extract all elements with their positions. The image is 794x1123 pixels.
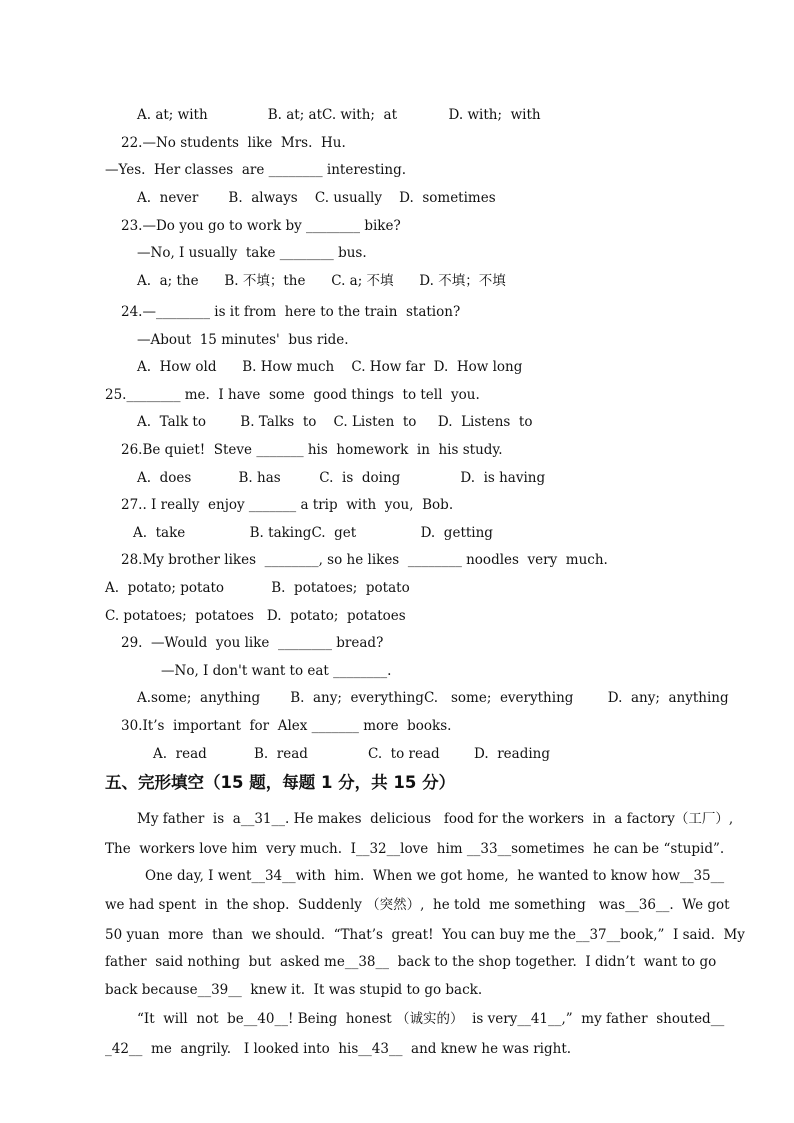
blank-32: __32__ <box>355 841 401 857</box>
blank-34: __34__ <box>251 868 296 884</box>
q22-options: A. never B. always C. usually D. sometimes <box>137 190 496 206</box>
q23-reply: —No, I usually take ________ bus. <box>137 245 367 261</box>
q27-stem: 27.. I really enjoy _______ a trip with you, Bob. <box>121 497 454 513</box>
q26-options: A. does B. has C. is doing D. is having <box>137 470 546 486</box>
q25-options: A. Talk to B. Talks to C. Listen to D. Listens to <box>137 414 533 430</box>
q28-options-cd: C. potatoes; potatoes D. potato; potatoes <box>105 608 406 624</box>
q21-options: A. at; with B. at; atC. with; at D. with; with <box>137 107 541 123</box>
q26-stem: 26.Be quiet! Steve _______ his homework in his study. <box>121 442 503 458</box>
q22-stem: 22.—No students like Mrs. Hu. <box>121 135 346 151</box>
q30-options: A. read B. read C. to read D. reading <box>153 746 550 762</box>
blank-33: __33__ <box>466 841 512 857</box>
q25-stem: 25.________ me. I have some good things to tell you. <box>105 387 480 403</box>
passage-line: 50 yuan more than we should. “That’s great! You can buy me the__37__book,” I said. My <box>105 927 745 943</box>
passage-line: we had spent in the shop. Suddenly （突然）, he told me something was__36__. We got <box>105 897 730 913</box>
q29-reply: —No, I don't want to eat ________. <box>161 663 392 679</box>
blank-38: __38__ <box>344 954 389 970</box>
blank-43: __43__ <box>358 1041 403 1057</box>
q24-options: A. How old B. How much C. How far D. How long <box>137 359 523 375</box>
q30-stem: 30.It’s important for Alex _______ more books. <box>121 718 452 734</box>
passage-line: back because__39__ knew it. It was stupid to go back. <box>105 982 483 998</box>
blank-40: __40__ <box>243 1011 288 1027</box>
passage-line: _42__ me angrily. I looked into his__43__ and knew he was right. <box>105 1041 572 1057</box>
q24-reply: —About 15 minutes' bus ride. <box>137 332 349 348</box>
blank-35: __35__ <box>679 868 725 884</box>
blank-37: __37__ <box>575 927 621 943</box>
blank-36: __36__ <box>625 897 670 913</box>
section-heading: 五、完形填空（15 题，每题 1 分，共 15 分） <box>105 773 456 792</box>
q28-options-ab: A. potato; potato B. potatoes; potato <box>105 580 410 596</box>
passage-line: One day, I went__34__with him. When we got home, he wanted to know how__35__ <box>145 868 725 884</box>
blank-41: __41__ <box>517 1011 562 1027</box>
q22-reply: —Yes. Her classes are ________ interesting. <box>105 162 407 178</box>
q23-options: A. a; the B. 不填；the C. a; 不填 D. 不填；不填 <box>137 273 506 289</box>
q29-stem: 29. —Would you like ________ bread? <box>121 635 384 651</box>
blank-42: _42__ <box>105 1041 143 1057</box>
blank-39: __39__ <box>197 982 242 998</box>
passage-line: “It will not be__40__! Being honest （诚实的） is very__41__,” my father shouted__ <box>137 1011 725 1027</box>
passage-line: father said nothing but asked me__38__ back to the shop together. I didn’t want to go <box>105 954 717 970</box>
q29-options: A.some; anything B. any; everythingC. some; everything D. any; anything <box>137 690 729 706</box>
blank-31: __31__ <box>240 811 285 827</box>
passage-line: My father is a__31__. He makes delicious food for the workers in a factory（工厂）, <box>137 811 734 827</box>
q23-stem: 23.—Do you go to work by ________ bike? <box>121 218 401 234</box>
q27-options: A. take B. takingC. get D. getting <box>133 525 493 541</box>
q28-stem: 28.My brother likes ________, so he likes ________ noodles very much. <box>121 552 608 568</box>
passage-line: The workers love him very much. I__32__love him __33__sometimes he can be “stupid”. <box>105 841 725 857</box>
q24-stem: 24.—________ is it from here to the train station? <box>121 304 461 320</box>
